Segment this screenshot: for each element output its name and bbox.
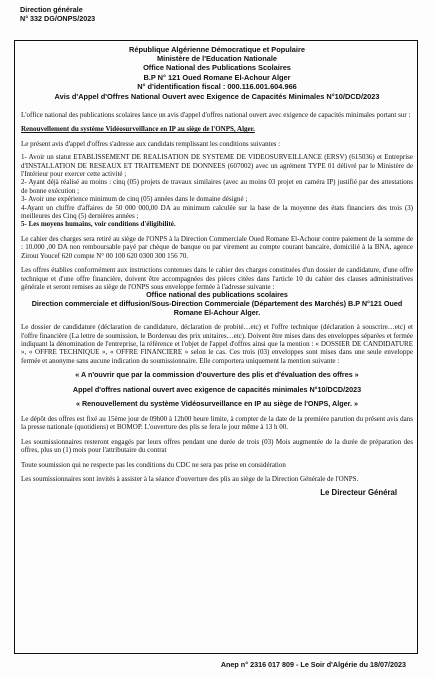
- deposit-paragraph: Le dépôt des offres est fixé au 15ème jour de 09h00 à 12h00 heure limite, à compter de la date de la première parution du présent avis dans la presse nationale (quotidiens) et BOMOP. L'ouverture des plis se fera le jour même à 13 h 00.: [21, 414, 413, 432]
- delivery-office: Office national des publications scolaires: [146, 290, 288, 300]
- cahier-paragraph: Le cahier des charges sera retiré au siège de l'ONPS à la Direction Commerciale Oued Romane El-Achour contre paiement de la somme de : 10.000 ,00 DA non remboursable payé par chèque de banque ou par virement au compte courant bancaire, domicilié à la BNA, agence Zirout Youcef 620 compte N° 00 100 620 0300 300 156 70.: [21, 234, 413, 260]
- invitation-paragraph: Les soumissionnaires sont invités à assister à la séance d'ouverture des plis au siège de la Direction Générale de l'ONPS.: [21, 474, 359, 483]
- conditions-intro: Le présent avis d'appel d'offres s'adresse aux candidats remplissant les conditions suivantes :: [21, 139, 281, 148]
- republic-title: République Algérienne Démocratique et Populaire: [129, 45, 305, 54]
- intro-paragraph: L'office national des publications scolaires lance un avis d'appel d'offres national ouvert avec exigence de capacités minimales portant sur :: [21, 111, 411, 120]
- condition-5: 5- Les moyens humains, voir conditions d'éligibilité.: [21, 220, 176, 229]
- title-block: [21, 45, 413, 91]
- office-title: Office National des Publications Scolaires: [143, 63, 291, 73]
- delivery-address: Direction commerciale et diffusion/Sous-Direction Commerciale (Département des Marchés) B.P N°121 Oued Romane El-Achour Alger.: [31, 298, 403, 317]
- header-direction: Direction générale: [20, 5, 83, 14]
- envelope-mention: « A n'ouvrir que par la commission d'ouverture des plis et d'évaluation des offres »: [75, 370, 359, 380]
- signature: Le Directeur Général: [320, 488, 397, 498]
- condition-2: 2- Ayant déjà réalisé au moins : cinq (05) projets de travaux similaires (avec au moins 03 projet en caméra IP) justifié par des attestations de bonne exécution ;: [21, 178, 413, 195]
- cdc-paragraph: Toute soumission qui ne respecte pas les conditions du CDC ne sera pas prise en considération: [21, 460, 286, 469]
- dossier-paragraph: Le dossier de candidature (déclaration de candidature, déclaration de probité…etc) et l'offre technique (déclaration à souscrire…etc) et l'offre financière (La lettre de soumission, le Bordereau des prix unitaires…etc). Doivent être mises dans des enveloppes séparées et fermée indiquant la dénomination de l'entreprise, la référence et l'objet de l'appel d'offres ainsi que la mention : « DOSSIER DE CANDIDATURE », « OFFRE TECHNIQUE », « OFFRE FINANCIERE » selon le cas. Ces trois (03) enveloppes sont mises dans une seule enveloppe fermée et anonyme sans aucune indication du soumissionnaire. Elle comportera uniquement la mention suivante :: [21, 323, 413, 365]
- envelope-reference: Appel d'offres national ouvert avec exigence de capacités minimales N°10/DCD/2023: [72, 384, 362, 394]
- publication-footer: Anep n° 2316 017 809 - Le Soir d'Algérie du 18/07/2023: [220, 660, 406, 669]
- notice-heading: Avis d'Appel d'Offres National Ouvert avec Exigence de Capacités Minimales N°10/DCD/2023: [54, 92, 380, 102]
- commitment-paragraph: Les soumissionnaires resteront engagés par leurs offres pendant une durée de trois (03) Mois augmentée de la durée de préparation des offres, plus un (1) mois pour l'attributaire du contrat: [21, 437, 413, 455]
- notice-content: [21, 45, 413, 498]
- office-address: B.P N° 121 Oued Romane El-Achour Alger: [143, 72, 291, 82]
- fiscal-id: N° d'identification fiscal : 000.116.001.604.966: [137, 81, 297, 91]
- subject-line: Renouvellement du système Vidéosurveillance en IP au siège de l'ONPS, Alger.: [21, 125, 255, 134]
- offres-paragraph: Les offres établies conformément aux instructions contenues dans le cahier des charges constituées d'un dossier de candidature, d'une offre technique et d'une offre financière, doivent être accompagnées des pièces citées dans l'article 10 du cahier des clauses administratives générale et seront remises au siège de l'ONPS sous enveloppe fermée à l'adresse suivante :: [21, 266, 413, 291]
- condition-4: 4-Ayant un chiffre d'affaires de 50 000 000,00 DA au minimum calculée sur la base de la moyenne des états financiers des trois (3) meilleures des Cinq (5) dernières années ;: [21, 203, 413, 221]
- notice-frame: [14, 40, 418, 654]
- ministry-title: Ministère de l'Education Nationale: [156, 54, 278, 64]
- header-reference: N° 332 DG/ONPS/2023: [20, 14, 96, 23]
- envelope-subject: « Renouvellement du système Vidéosurveillance en IP au siège de l'ONPS, Alger. »: [76, 399, 358, 409]
- condition-3: 3- Avoir une expérience minimum de cinq (05) années dans le domaine désigné ;: [21, 195, 248, 204]
- condition-1: 1- Avoir un statut ETABLISSEMENT DE REALISATION DE SYSTEME DE VIDEOSURVEILLANCE (ERSV) (615036) et Entreprise d'INSTALLATION DE RESEAUX ET TRAITEMENT DE DONNEES (607002) avec un agrément TYPE 01 délivré par le Ministère de l'Intérieur pour exercer cette activité ;: [21, 153, 413, 179]
